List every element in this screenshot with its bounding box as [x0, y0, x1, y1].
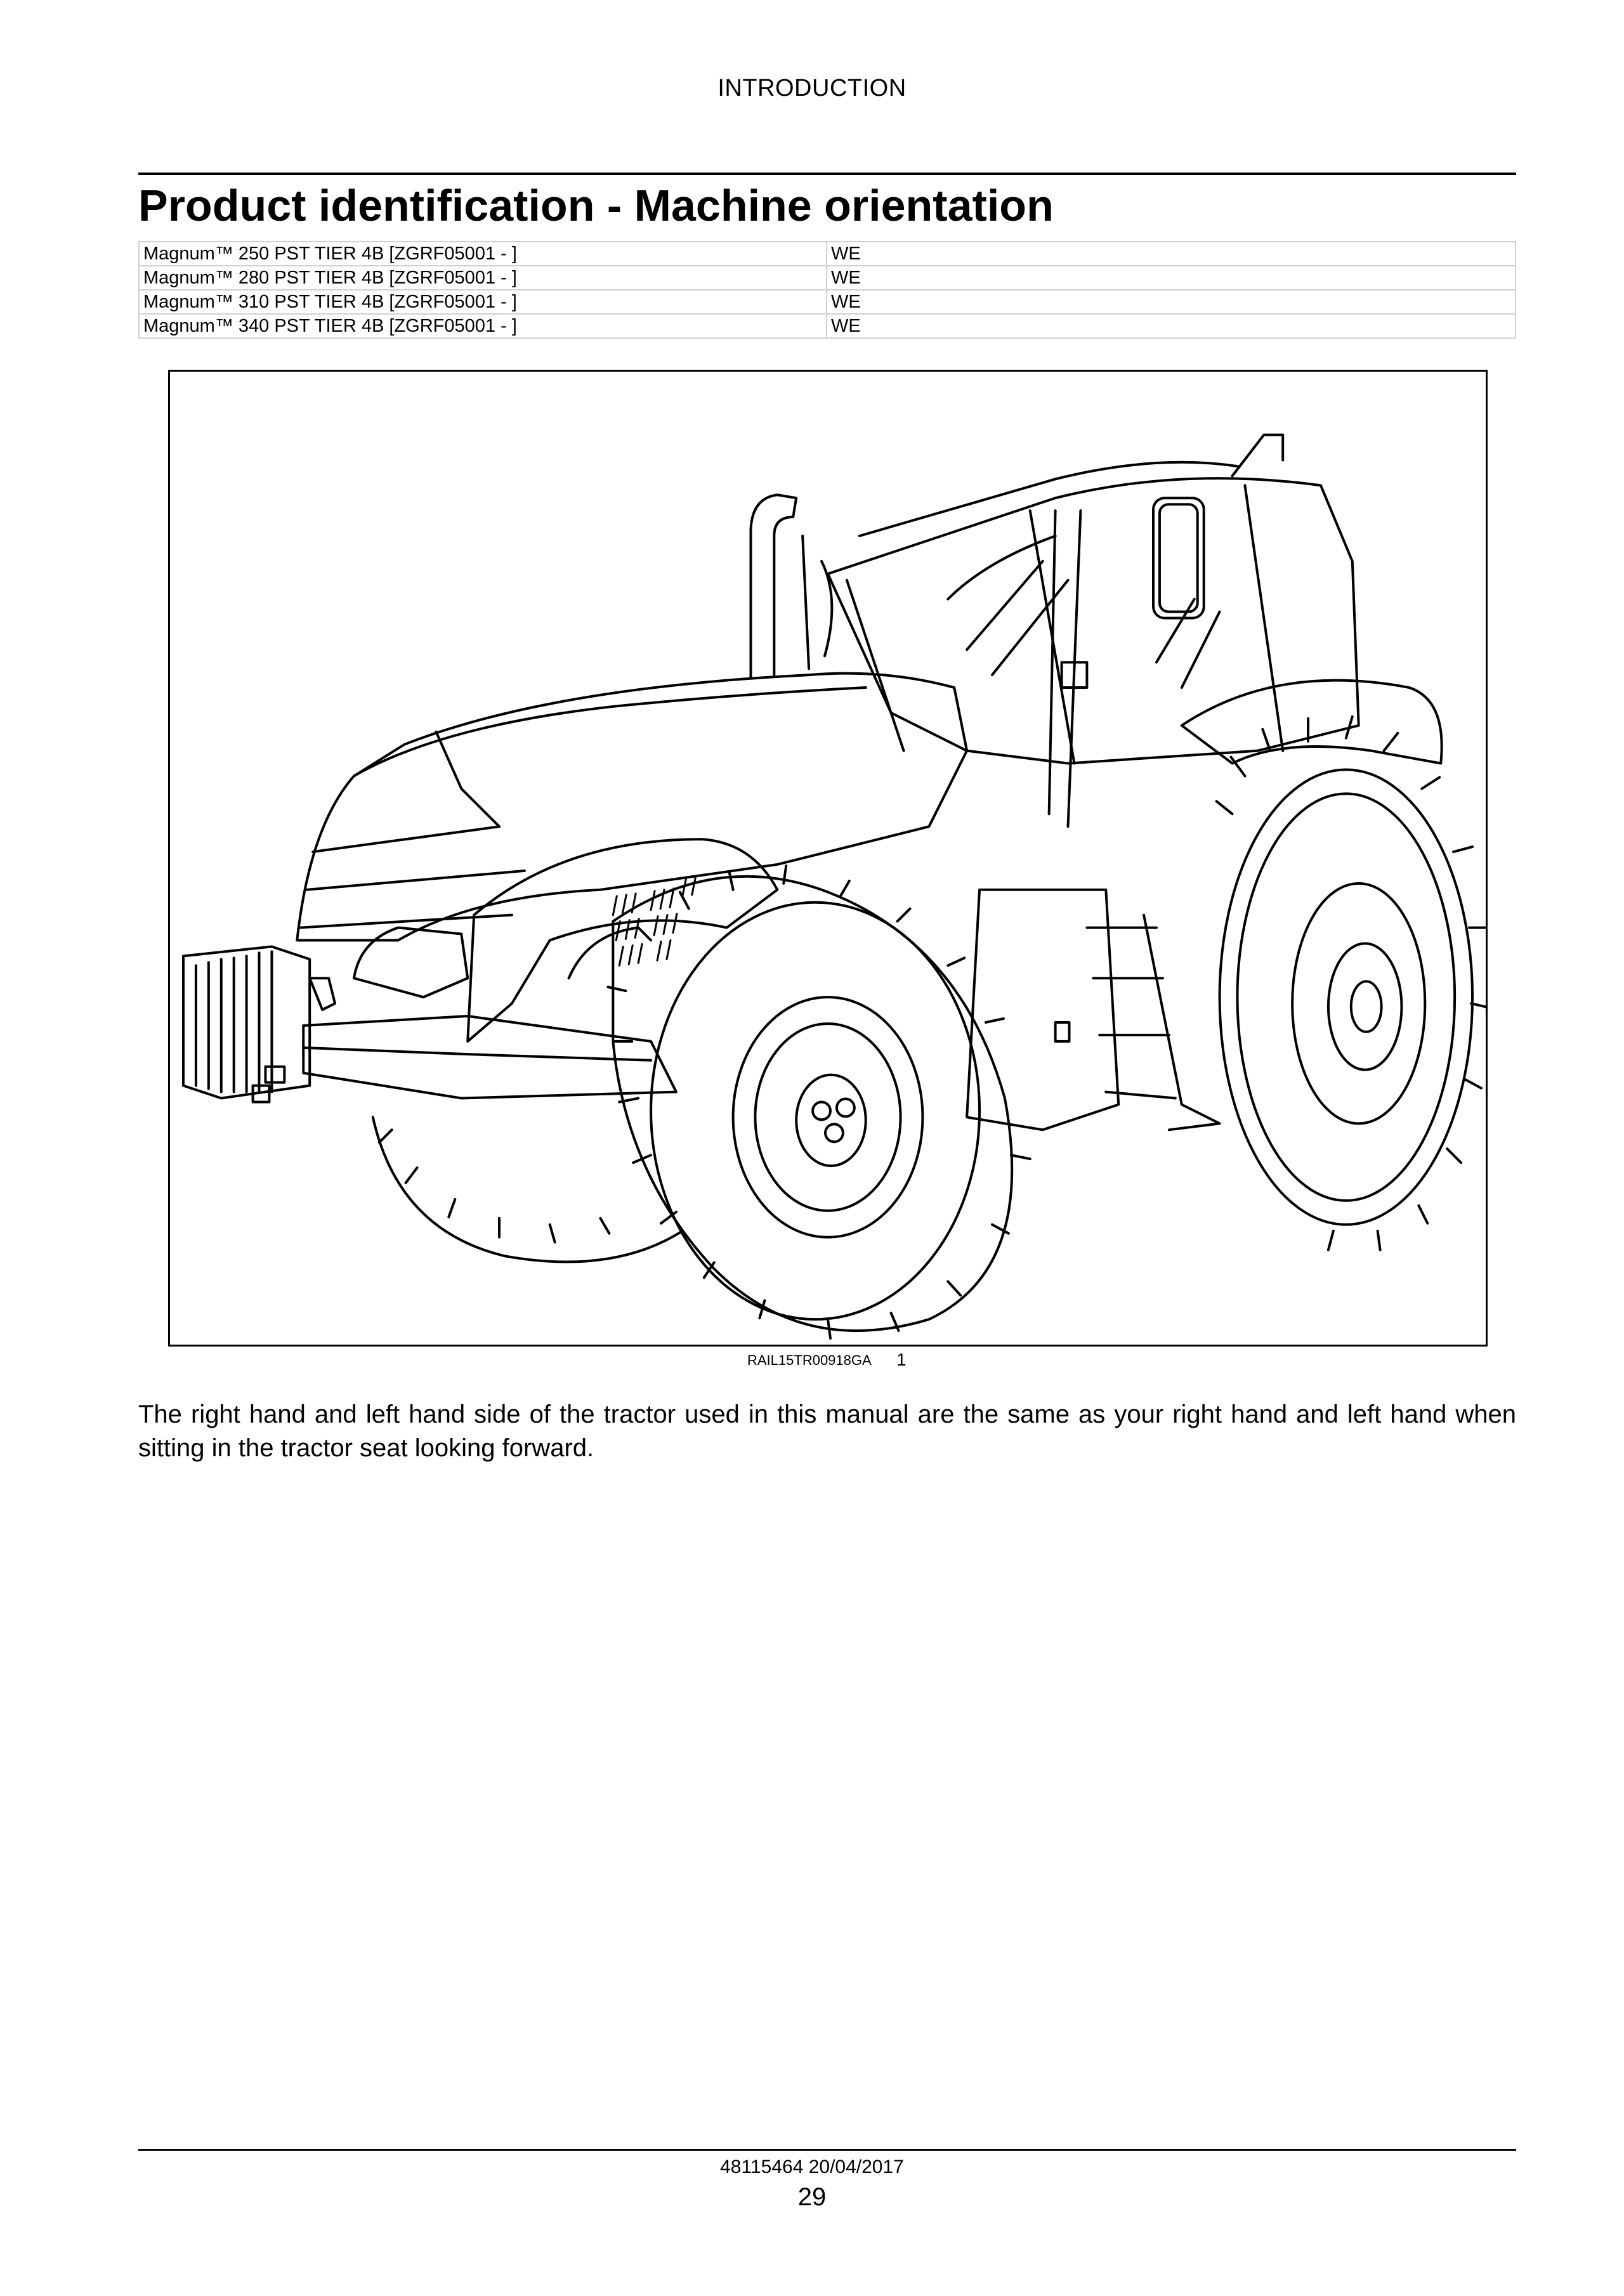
table-row: [139, 266, 1516, 290]
footer-rule: [138, 2149, 1516, 2151]
page-header: INTRODUCTION: [717, 75, 907, 101]
orientation-paragraph: The right hand and left hand side of the tractor used in this manual are the same as your right hand and left hand when sitting in the tractor seat looking forward.: [138, 1400, 1516, 1462]
tractor-illustration-frame: [168, 370, 1488, 1347]
cab: [828, 435, 1359, 827]
table-row: [139, 242, 1516, 266]
market-cell: WE: [827, 242, 1516, 266]
header-rule: [138, 173, 1516, 175]
table-row: [139, 314, 1516, 338]
rear-wheel-right: [1217, 717, 1486, 1250]
model-cell: Magnum™ 250 PST TIER 4B [ZGRF05001 - ]: [139, 242, 827, 266]
model-cell: Magnum™ 340 PST TIER 4B [ZGRF05001 - ]: [139, 314, 827, 338]
model-cell: Magnum™ 280 PST TIER 4B [ZGRF05001 - ]: [139, 266, 827, 290]
tractor-illustration: [170, 372, 1486, 1345]
figure-image-code: RAIL15TR00918GA: [747, 1352, 872, 1368]
page-title: Product identification - Machine orientation: [138, 181, 1054, 230]
market-cell: WE: [827, 314, 1516, 338]
front-weights: [183, 946, 310, 1098]
figure-number: 1: [896, 1350, 907, 1369]
model-cell: Magnum™ 310 PST TIER 4B [ZGRF05001 - ]: [139, 290, 827, 314]
exhaust-stack: [750, 495, 832, 678]
applicability-table: [138, 241, 1516, 339]
document-reference: 48115464 20/04/2017: [720, 2156, 904, 2177]
market-cell: WE: [827, 266, 1516, 290]
market-cell: WE: [827, 290, 1516, 314]
page-number: 29: [797, 2183, 827, 2211]
rear-wheel-left: [373, 1117, 683, 1262]
table-row: [139, 290, 1516, 314]
